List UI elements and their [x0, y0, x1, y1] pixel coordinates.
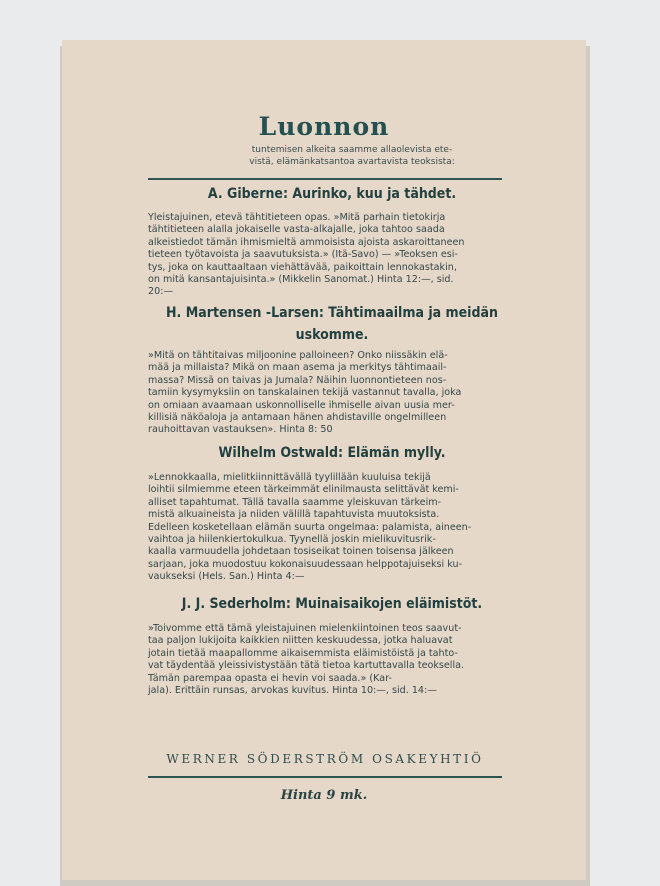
- price-label: Hinta 9 mk.: [280, 788, 368, 803]
- page-title: Luonnon: [258, 112, 390, 141]
- top-rule: [148, 178, 502, 180]
- book-text-ostwald: »Lennokkaalla, mielitkiinnittävällä tyylillään kuuluisa tekijä loihtii silmiemme eteen tärkeimmät elinilmausta selittävät kemi- alliset tapahtumat. Tällä tavalla saamme yleiskuvan tärkeim- mistä alkuaineista ja niiden välillä tapahtuvista muutoksista. Edelleen kosketellaan elämän suurta ongelmaa: palamista, aineen- vaihtoa ja hiilenkiertokulkua. Tyynellä joskin mielikuvitusrik- kaalla varmuudella johdetaan tosiseikat toinen toisensa jälkeen sarjaan, joka muodostuu kokonaisuudessaan helppotajuiseksi ku- vaukseksi (Hels. San.) Hinta 4:—: [148, 472, 472, 583]
- book-heading-ostwald: Wilhelm Ostwald: Elämän mylly.: [218, 445, 446, 461]
- bottom-rule: [148, 776, 502, 778]
- book-heading-giberne: A. Giberne: Aurinko, kuu ja tähdet.: [207, 186, 457, 202]
- book-heading-martensen: H. Martensen -Larsen: Tähtimaailma ja meidän uskomme.: [166, 305, 498, 343]
- publisher-name: WERNER SÖDERSTRÖM OSAKEYHTIÖ: [166, 752, 484, 766]
- book-heading-sederholm: J. J. Sederholm: Muinaisaikojen eläimistöt.: [181, 596, 483, 612]
- book-text-martensen: »Mitä on tähtitaivas miljoonine palloineen? Onko niissäkin elä- mää ja millaista? Mikä on maan asema ja merkitys tähtimaail- massa? Missä on taivas ja Jumala? Näihin luonnontieteen nos- tamiin kysymyksiin on tanskalainen tekijä vastannut tavalla, joka on omiaan avaamaan uskonnolliselle ihmiselle aivan uusia mer- killisiä näköaloja ja antamaan hänen ahdistaville ongelmilleen rauhoittavan vastauksen». Hinta 8: 50: [148, 350, 462, 436]
- back-cover-page: [62, 40, 586, 880]
- book-text-giberne: Yleistajuinen, etevä tähtitieteen opas. »Mitä parhain tietokirja tähtitieteen alalla jokaiselle vasta-alkajalle, joka tahtoo saada alkeistiedot tämän ihmismieltä ammoisista ajoista askaroittaneen tieteen työtavoista ja saavutuksista.» (Itä-Savo) — »Teoksen esi- tys, joka on kauttaaltaan viehättävää, paikoittain lennokastakin, on mitä kansantajuisinta.» (Mikkelin Sanomat.) Hinta 12:—, sid. 20:—: [148, 212, 465, 298]
- page-subtitle: tuntemisen alkeita saamme allaolevista ete- vistä, elämänkatsantoa avartavista teoksista:: [249, 145, 455, 167]
- book-text-sederholm: »Toivomme että tämä yleistajuinen mielenkiintoinen teos saavut- taa paljon lukijoita kaikkien niitten keskuudessa, jotka haluavat jotain tietää maapallomme aikaisemmista eläimistöistä ja tahto- vat täydentää yleissivistystään tätä tietoa kartuttavalla teoksella. Tämän parempaa opasta ei hevin voi saada.» (Kar- jala). Erittäin runsas, arvokas kuvitus. Hinta 10:—, sid. 14:—: [148, 623, 465, 697]
